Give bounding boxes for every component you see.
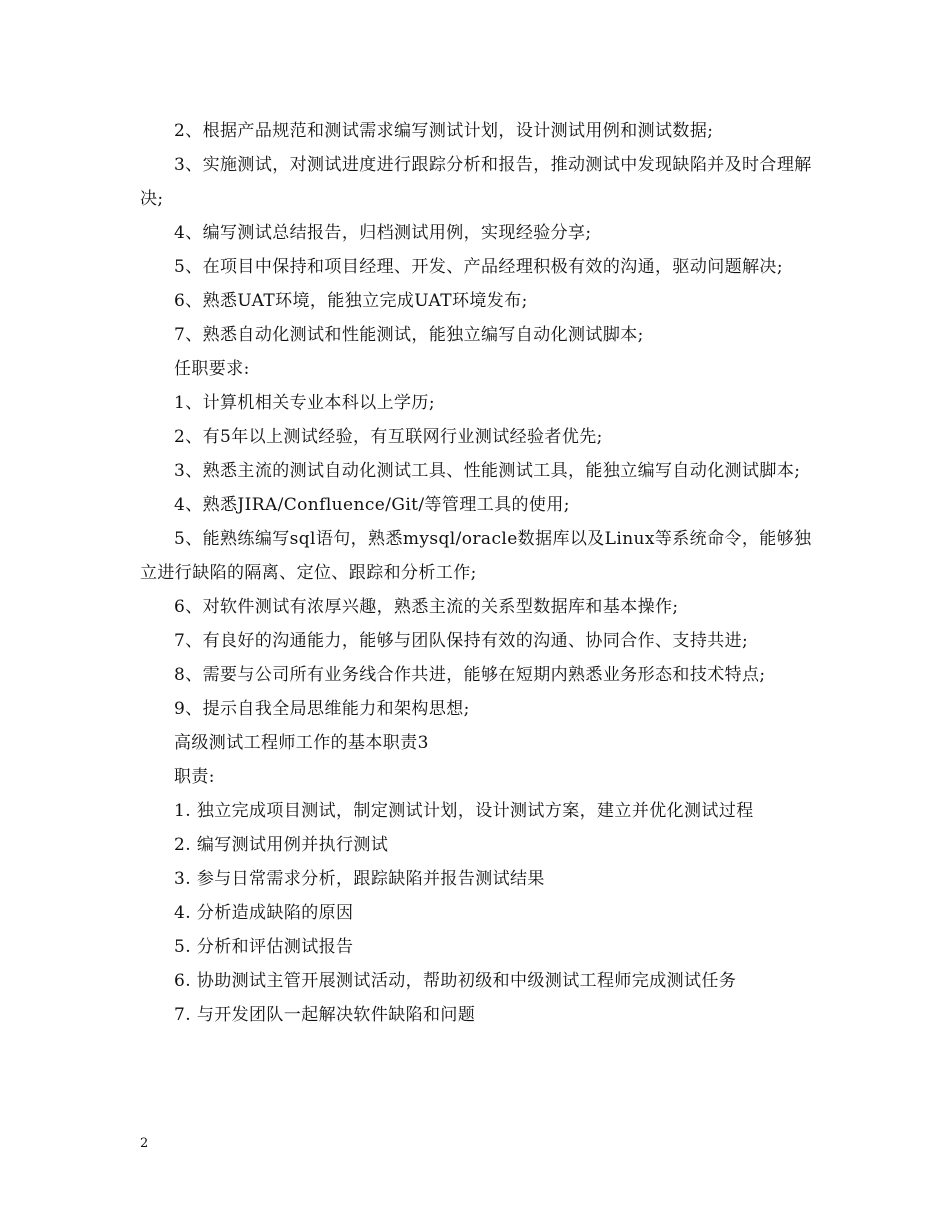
paragraph: 5、在项目中保持和项目经理、开发、产品经理积极有效的沟通，驱动问题解决; (174, 257, 783, 277)
paragraph: 4、熟悉JIRA/Confluence/Git/等管理工具的使用; (174, 495, 570, 515)
paragraph: 8、需要与公司所有业务线合作共进，能够在短期内熟悉业务形态和技术特点; (174, 665, 766, 685)
paragraph: 3、实施测试，对测试进度进行跟踪分析和报告，推动测试中发现缺陷并及时合理解决; (140, 155, 812, 209)
paragraph: 2、根据产品规范和测试需求编写测试计划，设计测试用例和测试数据; (174, 121, 714, 141)
paragraph: 4、编写测试总结报告，归档测试用例，实现经验分享; (174, 223, 592, 243)
paragraph: 7、有良好的沟通能力，能够与团队保持有效的沟通、协同合作、支持共进; (174, 631, 749, 651)
list-item: 4. 分析造成缺陷的原因 (174, 903, 354, 923)
paragraph: 6、对软件测试有浓厚兴趣，熟悉主流的关系型数据库和基本操作; (174, 597, 679, 617)
list-item: 6. 协助测试主管开展测试活动，帮助初级和中级测试工程师完成测试任务 (174, 971, 737, 991)
list-item: 5. 分析和评估测试报告 (174, 937, 354, 957)
list-item: 3. 参与日常需求分析，跟踪缺陷并报告测试结果 (174, 869, 545, 889)
section-heading-duties: 职责: (174, 767, 215, 787)
paragraph: 7、熟悉自动化测试和性能测试，能独立编写自动化测试脚本; (174, 325, 644, 345)
paragraph: 6、熟悉UAT环境，能独立完成UAT环境发布; (174, 291, 528, 311)
paragraph: 3、熟悉主流的测试自动化测试工具、性能测试工具，能独立编写自动化测试脚本; (174, 461, 801, 481)
paragraph: 1、计算机相关专业本科以上学历; (174, 393, 435, 413)
paragraph: 5、能熟练编写sql语句，熟悉mysql/oracle数据库以及Linux等系统命令，能够独立进行缺陷的隔离、定位、跟踪和分析工作; (140, 529, 812, 583)
paragraph: 9、提示自我全局思维能力和架构思想; (174, 699, 470, 719)
document-body (140, 114, 812, 1032)
list-item: 2. 编写测试用例并执行测试 (174, 835, 389, 855)
section-title: 高级测试工程师工作的基本职责3 (174, 733, 429, 753)
section-heading-requirements: 任职要求: (174, 359, 250, 379)
list-item: 7. 与开发团队一起解决软件缺陷和问题 (174, 1005, 476, 1025)
list-item: 1. 独立完成项目测试，制定测试计划，设计测试方案，建立并优化测试过程 (174, 801, 754, 821)
page-number: 2 (140, 1136, 149, 1151)
paragraph: 2、有5年以上测试经验，有互联网行业测试经验者优先; (174, 427, 603, 447)
